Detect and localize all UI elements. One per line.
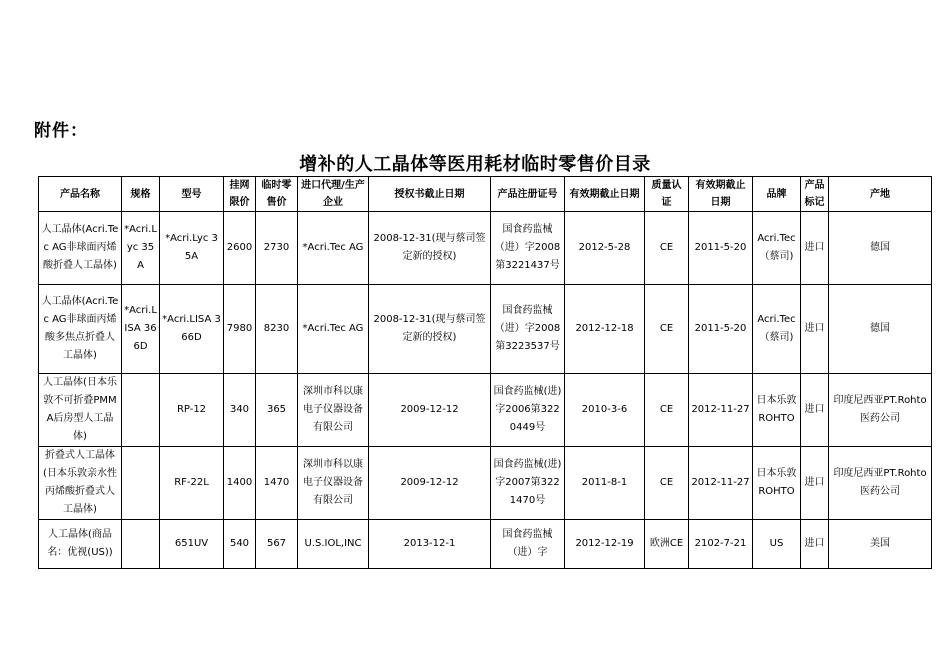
cell-product-mark: 进口 <box>801 212 829 285</box>
header-product-mark: 产品标记 <box>801 177 829 212</box>
cell-retail-price: 365 <box>256 374 298 447</box>
cell-agent: 深圳市科以康电子仪器设备有限公司 <box>298 374 369 447</box>
cell-registration-expiry: 2012-12-18 <box>565 285 645 374</box>
cell-auth-expiry: 2008-12-31(现与蔡司签定新的授权) <box>369 285 491 374</box>
header-registration-no: 产品注册证号 <box>491 177 565 212</box>
cell-model: 651UV <box>160 520 224 569</box>
table-row <box>39 447 932 520</box>
cell-spec: *Acri.LISA 366D <box>122 285 160 374</box>
cell-agent: *Acri.Tec AG <box>298 212 369 285</box>
cell-brand: 日本乐敦ROHTO <box>753 447 801 520</box>
cell-agent: *Acri.Tec AG <box>298 285 369 374</box>
cell-product-mark: 进口 <box>801 374 829 447</box>
cell-quality-cert: CE <box>645 447 689 520</box>
cell-retail-price: 1470 <box>256 447 298 520</box>
cell-product-mark: 进口 <box>801 447 829 520</box>
header-brand: 品牌 <box>753 177 801 212</box>
cell-product-mark: 进口 <box>801 520 829 569</box>
cell-origin: 印度尼西亚PT.Rohto医药公司 <box>829 447 932 520</box>
cell-cert-expiry: 2011-5-20 <box>689 212 753 285</box>
cell-registration-expiry: 2012-12-19 <box>565 520 645 569</box>
table-row <box>39 520 932 569</box>
cell-limit-price: 1400 <box>224 447 256 520</box>
cell-limit-price: 340 <box>224 374 256 447</box>
table-row <box>39 212 932 285</box>
cell-model: RF-22L <box>160 447 224 520</box>
price-catalog-table <box>38 176 932 569</box>
header-retail-price: 临时零售价 <box>256 177 298 212</box>
header-spec: 规格 <box>122 177 160 212</box>
cell-spec <box>122 520 160 569</box>
cell-spec <box>122 447 160 520</box>
cell-auth-expiry: 2009-12-12 <box>369 447 491 520</box>
header-limit-price: 挂网限价 <box>224 177 256 212</box>
cell-auth-expiry: 2013-12-1 <box>369 520 491 569</box>
cell-model: *Acri.Lyc 35A <box>160 212 224 285</box>
cell-origin: 美国 <box>829 520 932 569</box>
cell-product-mark: 进口 <box>801 285 829 374</box>
cell-cert-expiry: 2012-11-27 <box>689 374 753 447</box>
cell-spec: *Acri.Lyc 35A <box>122 212 160 285</box>
header-auth-expiry: 授权书截止日期 <box>369 177 491 212</box>
cell-model: *Acri.LISA 366D <box>160 285 224 374</box>
page-title: 增补的人工晶体等医用耗材临时零售价目录 <box>299 154 651 175</box>
cell-brand: US <box>753 520 801 569</box>
cell-product-name: 人工晶体(商品名：优视(US)) <box>39 520 122 569</box>
cell-product-name: 人工晶体(Acri.Tec AG非球面丙烯酸多焦点折叠人工晶体) <box>39 285 122 374</box>
cell-registration-no: 国食药监械（进）字2008第3221437号 <box>491 212 565 285</box>
cell-origin: 德国 <box>829 212 932 285</box>
cell-brand: Acri.Tec（蔡司) <box>753 285 801 374</box>
cell-limit-price: 2600 <box>224 212 256 285</box>
cell-limit-price: 7980 <box>224 285 256 374</box>
cell-agent: U.S.IOL,INC <box>298 520 369 569</box>
cell-limit-price: 540 <box>224 520 256 569</box>
table-row <box>39 374 932 447</box>
cell-origin: 德国 <box>829 285 932 374</box>
cell-quality-cert: CE <box>645 374 689 447</box>
header-registration-expiry: 有效期截止日期 <box>565 177 645 212</box>
cell-retail-price: 2730 <box>256 212 298 285</box>
cell-cert-expiry: 2102-7-21 <box>689 520 753 569</box>
cell-spec <box>122 374 160 447</box>
attachment-label: 附件： <box>34 121 88 141</box>
cell-retail-price: 8230 <box>256 285 298 374</box>
header-model: 型号 <box>160 177 224 212</box>
cell-registration-expiry: 2010-3-6 <box>565 374 645 447</box>
cell-brand: 日本乐敦ROHTO <box>753 374 801 447</box>
header-quality-cert: 质量认证 <box>645 177 689 212</box>
cell-quality-cert: 欧洲CE <box>645 520 689 569</box>
cell-product-name: 人工晶体(Acri.Tec AG非球面丙烯酸折叠人工晶体) <box>39 212 122 285</box>
cell-registration-no: 国食药监械(进)字2007第3221470号 <box>491 447 565 520</box>
header-cert-expiry: 有效期截止日期 <box>689 177 753 212</box>
table-header-row <box>39 177 932 212</box>
cell-registration-no: 国食药监械（进）字2008第3223537号 <box>491 285 565 374</box>
cell-product-name: 折叠式人工晶体(日本乐敦亲水性丙烯酸折叠式人工晶体) <box>39 447 122 520</box>
cell-cert-expiry: 2011-5-20 <box>689 285 753 374</box>
cell-cert-expiry: 2012-11-27 <box>689 447 753 520</box>
cell-model: RP-12 <box>160 374 224 447</box>
cell-registration-expiry: 2012-5-28 <box>565 212 645 285</box>
header-product-name: 产品名称 <box>39 177 122 212</box>
cell-auth-expiry: 2009-12-12 <box>369 374 491 447</box>
cell-auth-expiry: 2008-12-31(现与蔡司签定新的授权) <box>369 212 491 285</box>
cell-registration-no: 国食药监械(进)字2006第3220449号 <box>491 374 565 447</box>
cell-registration-no: 国食药监械（进）字 <box>491 520 565 569</box>
header-origin: 产地 <box>829 177 932 212</box>
header-agent: 进口代理/生产企业 <box>298 177 369 212</box>
table-row <box>39 285 932 374</box>
cell-agent: 深圳市科以康电子仪器设备有限公司 <box>298 447 369 520</box>
cell-retail-price: 567 <box>256 520 298 569</box>
cell-origin: 印度尼西亚PT.Rohto医药公司 <box>829 374 932 447</box>
cell-product-name: 人工晶体(日本乐敦不可折叠PMMA后房型人工晶体) <box>39 374 122 447</box>
cell-quality-cert: CE <box>645 285 689 374</box>
cell-brand: Acri.Tec（蔡司) <box>753 212 801 285</box>
cell-registration-expiry: 2011-8-1 <box>565 447 645 520</box>
cell-quality-cert: CE <box>645 212 689 285</box>
